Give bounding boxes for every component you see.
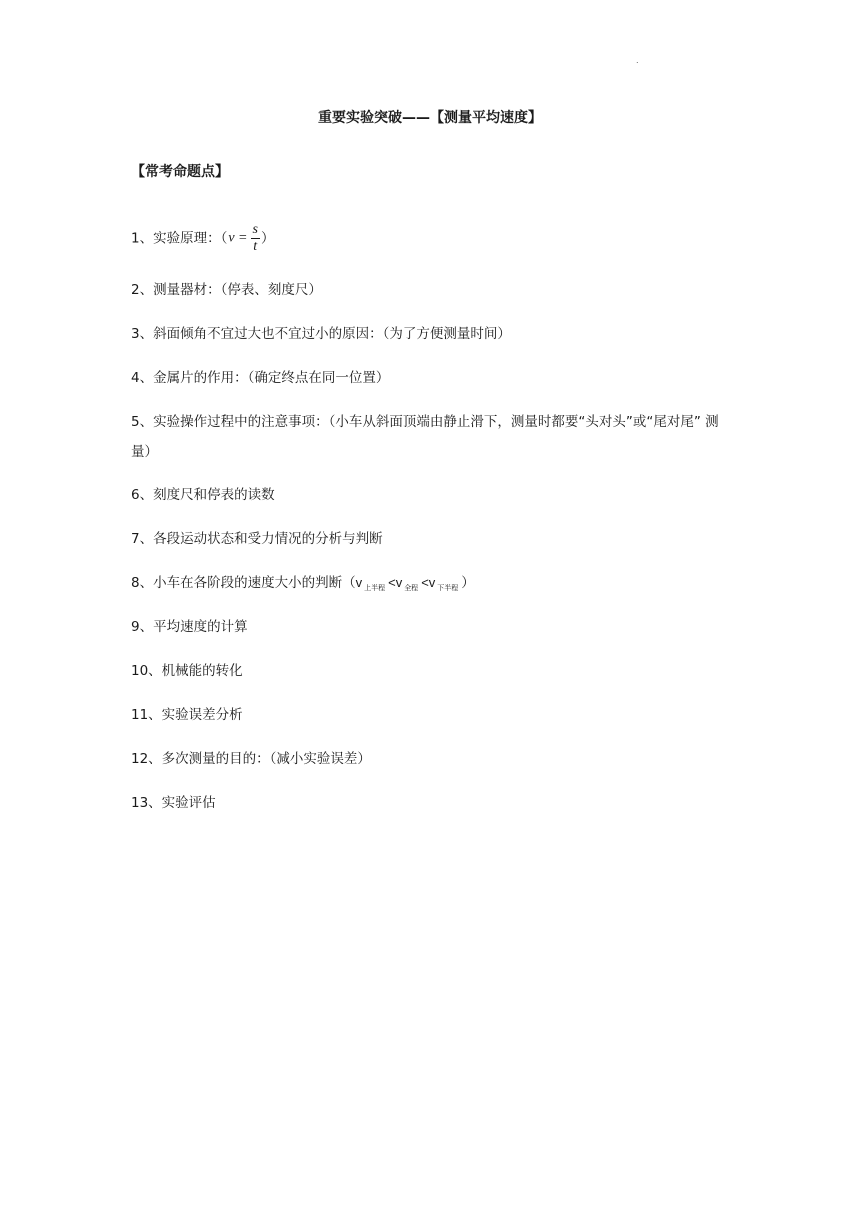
list-item-energy: 10、机械能的转化 <box>131 663 243 679</box>
list-item-speed-comparison <box>131 573 475 598</box>
item-1-suffix: ） <box>260 230 275 247</box>
formula-fraction <box>251 222 260 255</box>
list-item-principle <box>131 222 274 255</box>
v-full-course: v <box>395 575 403 590</box>
item-8-prefix: 8、小车在各阶段的速度大小的判断（ <box>131 575 356 591</box>
section-heading: 【常考命题点】 <box>131 164 229 180</box>
list-item-error-analysis: 11、实验误差分析 <box>131 707 243 723</box>
corner-mark: . <box>636 56 639 65</box>
list-item-motion-analysis: 7、各段运动状态和受力情况的分析与判断 <box>131 531 383 547</box>
list-item-metal-sheet: 4、金属片的作用：（确定终点在同一位置） <box>131 370 390 386</box>
list-item-reading: 6、刻度尺和停表的读数 <box>131 487 275 503</box>
page-title: 重要实验突破——【测量平均速度】 <box>318 110 542 126</box>
list-item-evaluation: 13、实验评估 <box>131 795 216 811</box>
formula-numerator: s <box>252 222 258 237</box>
formula-lhs: v = <box>228 230 248 246</box>
sub-full-course: 全程 <box>404 584 419 592</box>
sub-upper-half: 上半程 <box>364 584 386 592</box>
v-upper-half: v <box>355 575 363 590</box>
sub-lower-half: 下半程 <box>437 584 459 592</box>
list-item-multiple-measurements: 12、多次测量的目的：（减小实验误差） <box>131 751 371 767</box>
formula-denominator: t <box>253 239 258 254</box>
velocity-formula <box>228 222 260 255</box>
v-lower-half: v <box>428 575 436 590</box>
list-item-slope-angle: 3、斜面倾角不宜过大也不宜过小的原因：（为了方便测量时间） <box>131 326 511 342</box>
less-than-1: < <box>388 575 396 590</box>
list-item-equipment: 2、测量器材：（停表、刻度尺） <box>131 282 322 298</box>
list-item-average-speed: 9、平均速度的计算 <box>131 619 248 635</box>
item-8-suffix: ） <box>461 575 475 591</box>
less-than-2: < <box>421 575 429 590</box>
item-1-prefix: 1、实验原理：（ <box>131 230 228 247</box>
list-item-precautions: 5、实验操作过程中的注意事项：（小车从斜面顶端由静止滑下，测量时都要“头对头”或“尾对尾” 测量） <box>131 414 719 460</box>
